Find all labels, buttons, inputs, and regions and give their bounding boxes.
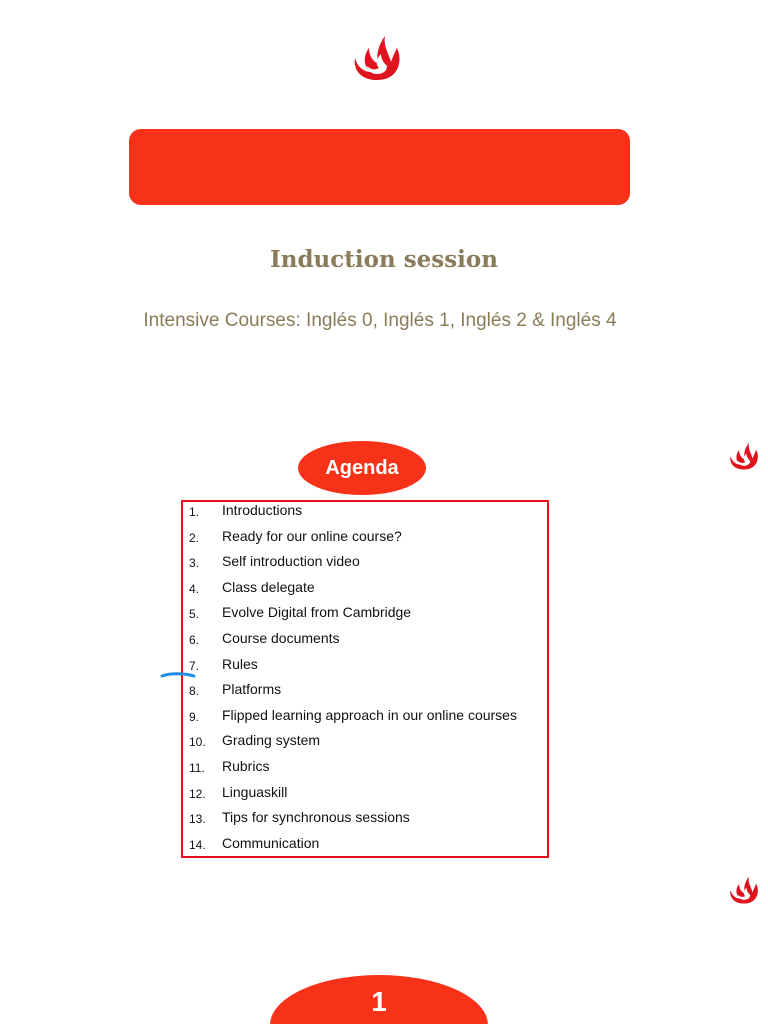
agenda-item <box>189 681 544 703</box>
header-banner <box>129 129 630 205</box>
section-number-badge: 1 <box>270 975 488 1024</box>
agenda-item <box>189 758 544 780</box>
agenda-item-text: Platforms <box>222 681 282 698</box>
agenda-item-text: Linguaskill <box>222 783 288 800</box>
agenda-item-number: 3. <box>189 556 200 571</box>
agenda-item-text: Course documents <box>222 630 340 646</box>
agenda-item <box>189 707 544 729</box>
agenda-item-number: 7. <box>189 658 200 673</box>
agenda-item-number: 6. <box>189 633 200 647</box>
agenda-box <box>181 500 549 858</box>
agenda-item-text: Introductions <box>222 502 303 518</box>
agenda-item-text: Ready for our online course? <box>222 527 402 544</box>
agenda-label: Agenda <box>298 441 426 495</box>
flame-logo-icon <box>728 874 760 906</box>
agenda-item <box>189 528 544 550</box>
agenda-item <box>189 553 544 575</box>
agenda-item-number: 14. <box>189 837 206 852</box>
agenda-item-text: Evolve Digital from Cambridge <box>222 604 412 621</box>
agenda-item <box>189 604 544 626</box>
agenda-item-text: Rules <box>222 655 258 672</box>
agenda-item-number: 8. <box>189 684 200 699</box>
agenda-item-text: Grading system <box>222 732 321 749</box>
pen-annotation-mark <box>160 670 196 680</box>
agenda-item-text: Communication <box>222 834 320 851</box>
agenda-item <box>189 579 544 601</box>
flame-logo-icon <box>728 440 760 472</box>
agenda-item-number: 12. <box>189 786 206 801</box>
agenda-item <box>189 835 544 857</box>
agenda-item-number: 4. <box>189 581 200 596</box>
page-title: Induction session <box>269 246 498 273</box>
agenda-item-number: 11. <box>189 761 205 775</box>
agenda-item-number: 5. <box>189 607 200 622</box>
agenda-item-number: 9. <box>189 709 200 724</box>
agenda-item-number: 1. <box>189 505 200 519</box>
agenda-item <box>189 502 544 524</box>
agenda-item-number: 13. <box>189 812 206 827</box>
page-subtitle: Intensive Courses: Inglés 0, Inglés 1, Inglés 2 & Inglés 4 <box>143 310 617 331</box>
agenda-item <box>189 809 544 831</box>
agenda-item-text: Class delegate <box>222 578 315 595</box>
agenda-item-text: Flipped learning approach in our online courses <box>222 706 517 723</box>
agenda-item-text: Self introduction video <box>222 553 360 570</box>
agenda-item <box>189 630 544 652</box>
agenda-item-number: 10. <box>189 735 206 750</box>
agenda-item-text: Rubrics <box>222 758 270 774</box>
agenda-item <box>189 732 544 754</box>
agenda-item <box>189 784 544 806</box>
agenda-item-text: Tips for synchronous sessions <box>222 809 410 826</box>
agenda-item <box>189 656 544 678</box>
flame-logo-icon <box>351 34 403 82</box>
agenda-item-number: 2. <box>189 530 200 545</box>
